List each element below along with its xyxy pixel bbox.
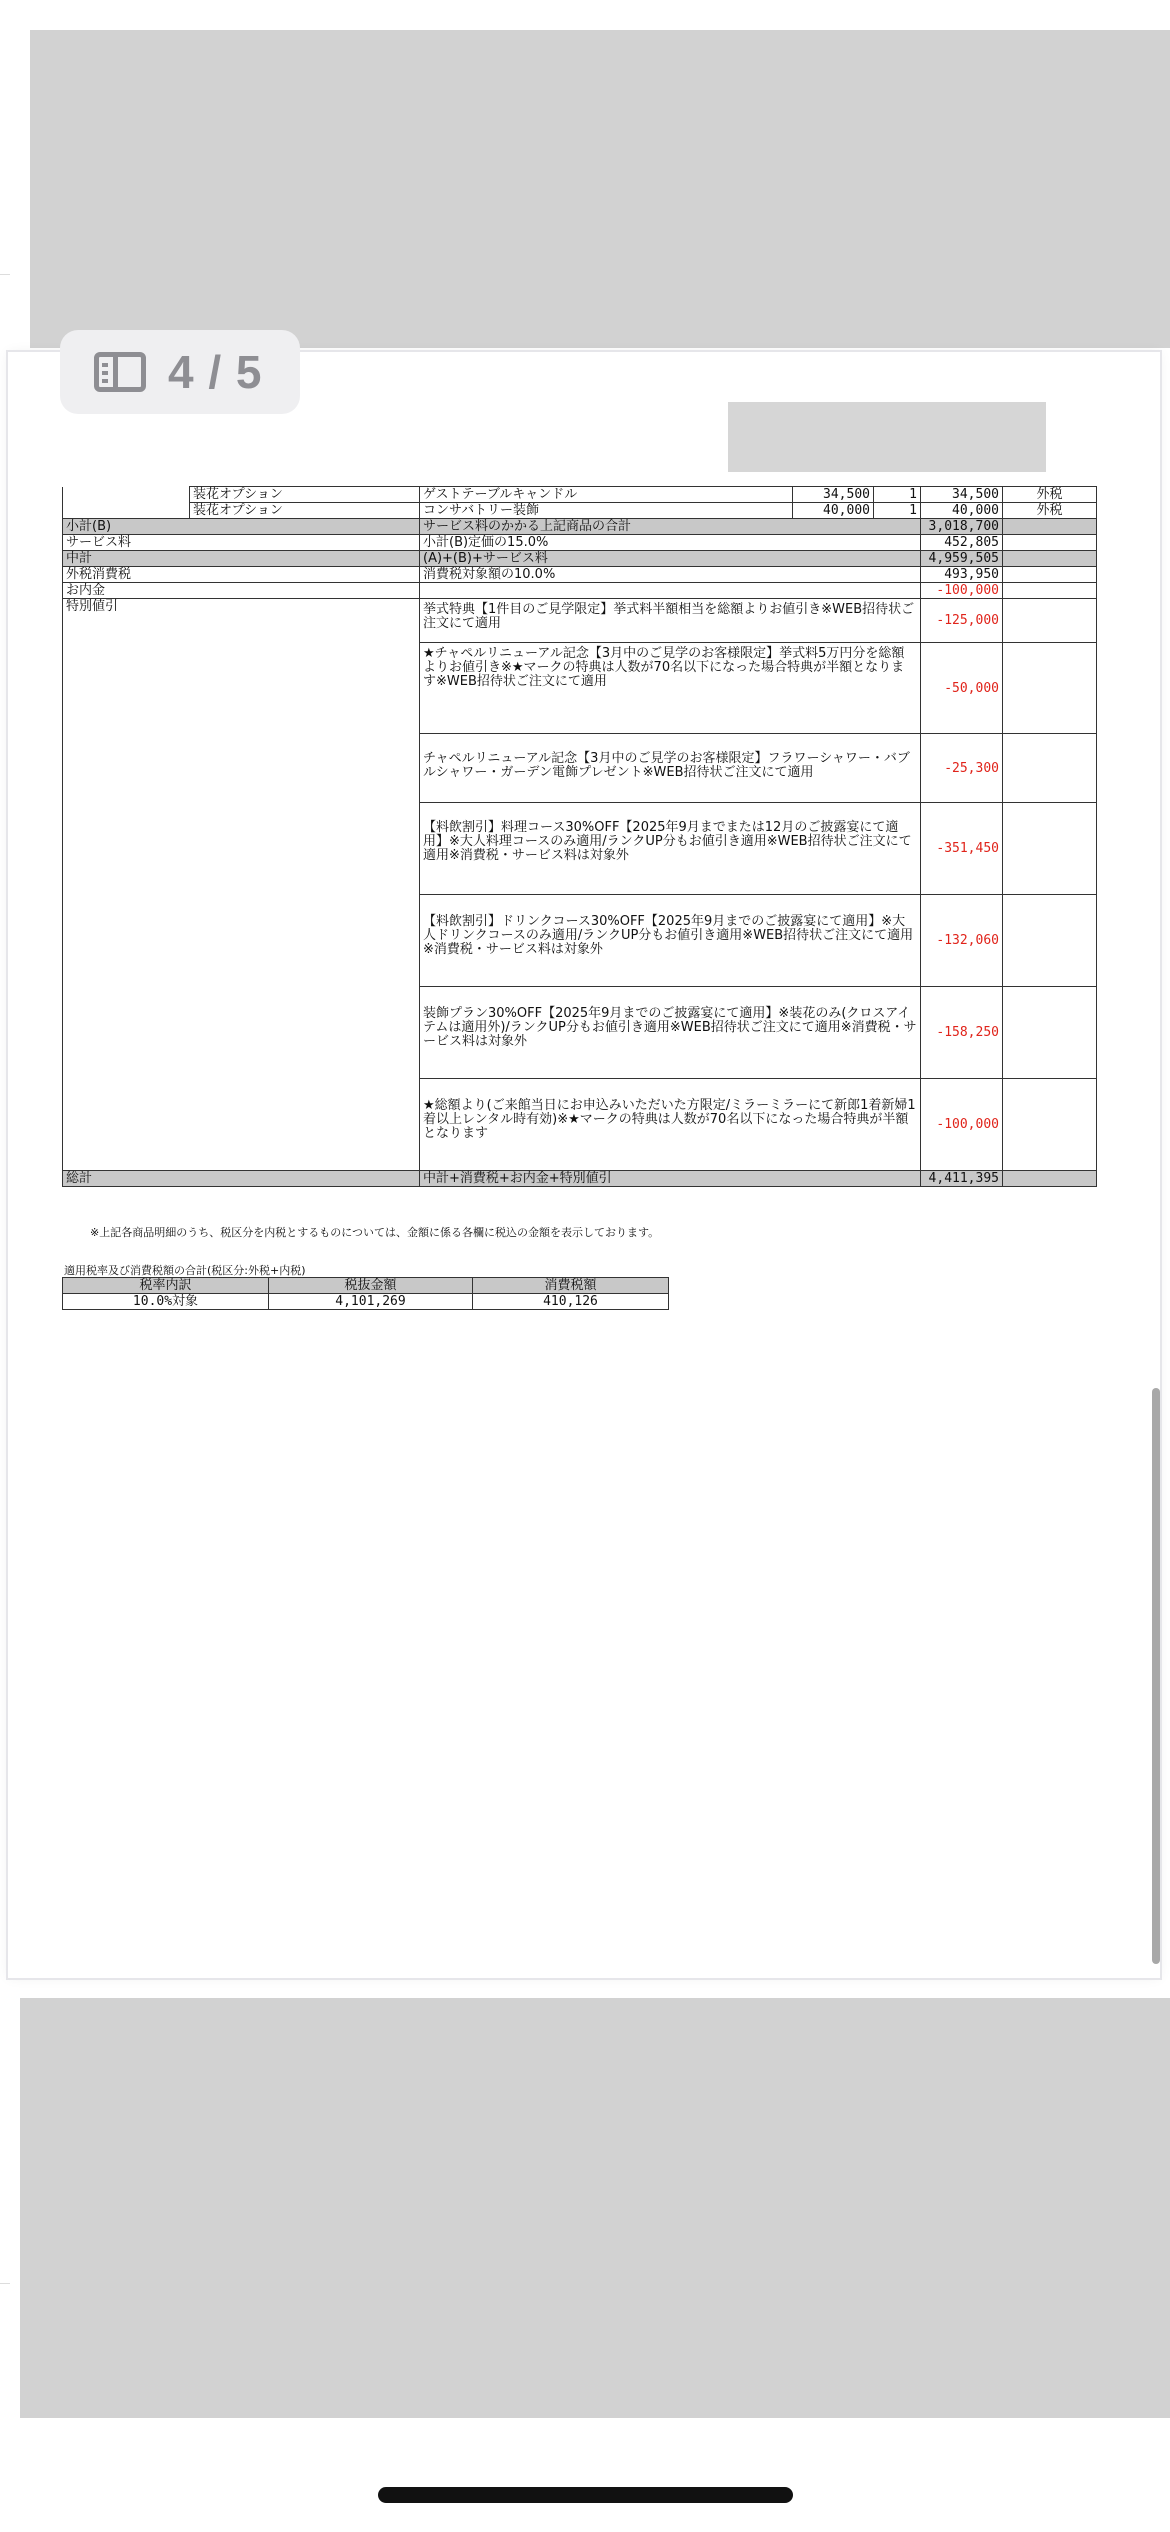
summary-desc: (A)+(B)+サービス料 <box>420 551 921 567</box>
item-price: 40,000 <box>793 503 874 519</box>
summary-amount: -100,000 <box>921 583 1003 599</box>
total-desc: 中計+消費税+お内金+特別値引 <box>420 1171 921 1187</box>
item-qty: 1 <box>874 487 921 503</box>
tax-header: 税率内訳 <box>63 1278 269 1294</box>
item-qty: 1 <box>874 503 921 519</box>
home-indicator[interactable] <box>378 2487 793 2503</box>
discount-amount: -132,060 <box>921 895 1003 987</box>
item-tax-type: 外税 <box>1003 487 1097 503</box>
discount-desc: 【料飲割引】ドリンクコース30%OFF【2025年9月までのご披露宴にて適用】※大人ドリンクコースのみ適用/ランクUP分もお値引き適用※WEB招待状ご注文にて適用※消費税・サービス料は対象外 <box>420 895 921 987</box>
item-name: コンサバトリー装飾 <box>420 503 793 519</box>
scrollbar[interactable] <box>1152 1388 1160 1964</box>
page-edge-mark <box>0 274 10 275</box>
summary-label: お内金 <box>63 583 420 599</box>
summary-label: サービス料 <box>63 535 420 551</box>
discount-amount: -50,000 <box>921 643 1003 734</box>
redacted-next-page <box>20 1998 1170 2418</box>
summary-row <box>63 519 1097 535</box>
page-indicator-label: 4 / 5 <box>168 346 263 398</box>
item-category: 装花オプション <box>190 503 420 519</box>
discount-amount: -100,000 <box>921 1079 1003 1171</box>
item-amount: 34,500 <box>921 487 1003 503</box>
discount-amount: -351,450 <box>921 803 1003 895</box>
item-amount: 40,000 <box>921 503 1003 519</box>
discount-label: 特別値引 <box>63 599 420 1171</box>
tax-excluded-amount: 4,101,269 <box>269 1294 473 1310</box>
discount-amount: -158,250 <box>921 987 1003 1079</box>
tax-header-row <box>63 1278 669 1294</box>
item-name: ゲストテーブルキャンドル <box>420 487 793 503</box>
summary-label: 中計 <box>63 551 420 567</box>
total-label: 総計 <box>63 1171 420 1187</box>
item-price: 34,500 <box>793 487 874 503</box>
summary-amount: 4,959,505 <box>921 551 1003 567</box>
total-amount: 4,411,395 <box>921 1171 1003 1187</box>
redacted-box <box>728 402 1046 472</box>
tax-rate: 10.0%対象 <box>63 1294 269 1310</box>
tax-header: 税抜金額 <box>269 1278 473 1294</box>
page-indicator[interactable] <box>60 330 300 414</box>
discount-desc: 【料飲割引】料理コース30%OFF【2025年9月までまたは12月のご披露宴にて適用】※大人料理コースのみ適用/ランクUP分もお値引き適用※WEB招待状ご注文にて適用※消費税・サービス料は対象外 <box>420 803 921 895</box>
tax-header: 消費税額 <box>473 1278 669 1294</box>
summary-desc <box>420 583 921 599</box>
discount-amount: -25,300 <box>921 734 1003 803</box>
tax-summary-caption: 適用税率及び消費税額の合計(税区分:外税+内税) <box>64 1264 306 1277</box>
discount-desc: 挙式特典【1件目のご見学限定】挙式料半額相当を総額よりお値引き※WEB招待状ご注文にて適用 <box>420 599 921 643</box>
page-edge-mark <box>0 2283 10 2284</box>
summary-desc: 消費税対象額の10.0% <box>420 567 921 583</box>
summary-row <box>63 551 1097 567</box>
estimate-table <box>62 486 1097 1187</box>
tax-amount: 410,126 <box>473 1294 669 1310</box>
summary-label: 外税消費税 <box>63 567 420 583</box>
summary-row <box>63 567 1097 583</box>
item-row <box>63 503 1097 519</box>
summary-desc: サービス料のかかる上記商品の合計 <box>420 519 921 535</box>
discount-desc: ★チャペルリニューアル記念【3月中のご見学のお客様限定】挙式料5万円分を総額よりお値引き※★マークの特典は人数が70名以下になった場合特典が半額となります※WEB招待状ご注文にて適用 <box>420 643 921 734</box>
discount-row <box>63 599 1097 643</box>
discount-desc: ★総額より(ご来館当日にお申込みいただいた方限定/ミラーミラーにて新郎1着新婦1着以上レンタル時有効)※★マークの特典は人数が70名以下になった場合特典が半額となります <box>420 1079 921 1171</box>
item-row <box>63 487 1097 503</box>
item-tax-type: 外税 <box>1003 503 1097 519</box>
sidebar-icon <box>94 352 146 392</box>
discount-desc: チャペルリニューアル記念【3月中のご見学のお客様限定】フラワーシャワー・バブルシャワー・ガーデン電飾プレゼント※WEB招待状ご注文にて適用 <box>420 734 921 803</box>
total-row <box>63 1171 1097 1187</box>
tax-display-note: ※上記各商品明細のうち、税区分を内税とするものについては、金額に係る各欄に税込の金額を表示しております。 <box>90 1226 660 1239</box>
summary-row <box>63 583 1097 599</box>
discount-amount: -125,000 <box>921 599 1003 643</box>
redacted-previous-page <box>30 30 1170 348</box>
tax-summary-table <box>62 1277 669 1310</box>
tax-row <box>63 1294 669 1310</box>
summary-amount: 3,018,700 <box>921 519 1003 535</box>
item-category: 装花オプション <box>190 487 420 503</box>
summary-row <box>63 535 1097 551</box>
discount-desc: 装飾プラン30%OFF【2025年9月までのご披露宴にて適用】※装花のみ(クロスアイテムは適用外)/ランクUP分もお値引き適用※WEB招待状ご注文にて適用※消費税・サービス料は対象外 <box>420 987 921 1079</box>
summary-label: 小計(B) <box>63 519 420 535</box>
summary-amount: 452,805 <box>921 535 1003 551</box>
summary-desc: 小計(B)定価の15.0% <box>420 535 921 551</box>
summary-amount: 493,950 <box>921 567 1003 583</box>
